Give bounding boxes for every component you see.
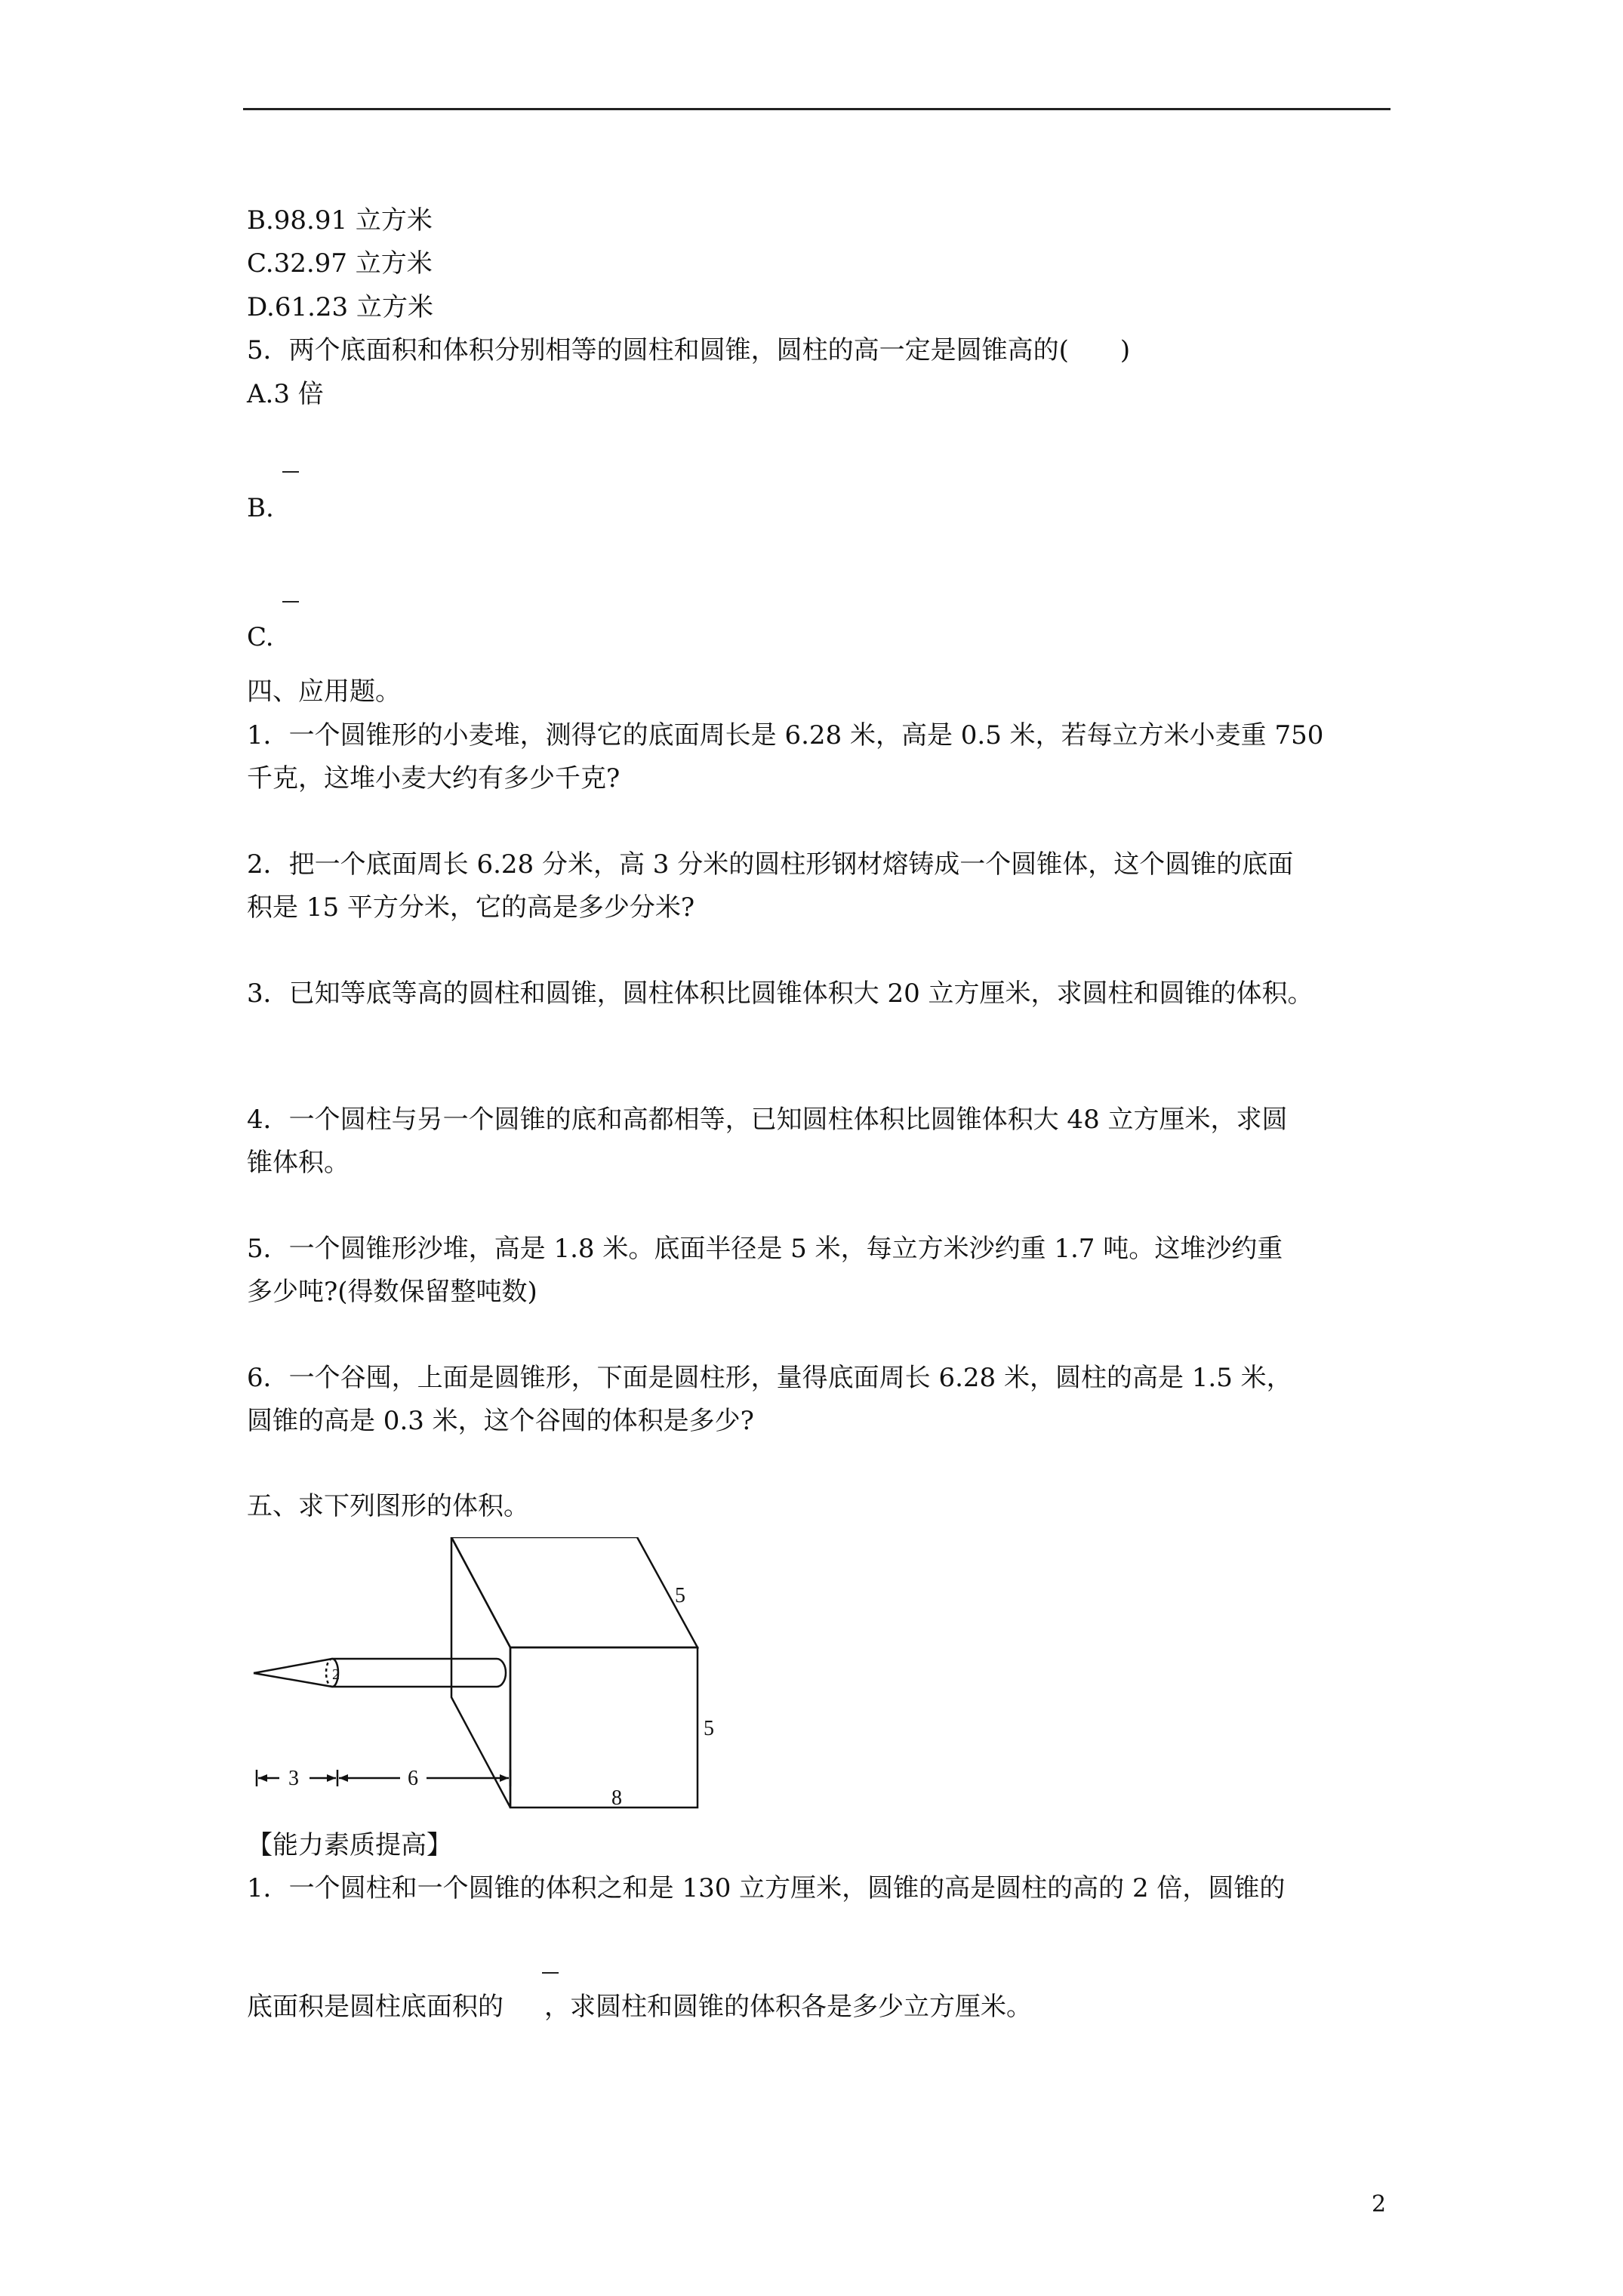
problem-2-line-1: 2．把一个底面周长 6.28 分米，高 3 分米的圆柱形钢材熔铸成一个圆锥体，这个圆锥的底面 xyxy=(247,849,1294,880)
question-5-stem: 5．两个底面积和体积分别相等的圆柱和圆锥，圆柱的高一定是圆锥高的( ) xyxy=(247,335,1131,365)
box-top-face xyxy=(451,1537,698,1647)
box-front-face xyxy=(510,1647,698,1808)
header-rule xyxy=(243,108,1390,110)
composite-solid-figure xyxy=(242,1537,725,1809)
page-number: 2 xyxy=(1372,2191,1387,2217)
ability-line-2-part-a: 底面积是圆柱底面积的 xyxy=(247,1992,504,2022)
problem-4-line-2: 锥体积。 xyxy=(247,1148,350,1178)
fraction-bar-5c xyxy=(282,601,299,603)
cylinder-end-cap xyxy=(497,1659,506,1687)
ability-problem-1-line-2 xyxy=(247,1992,1032,2022)
problem-4-line-1: 4．一个圆柱与另一个圆锥的底和高都相等，已知圆柱体积比圆锥体积大 48 立方厘米，求圆 xyxy=(247,1105,1288,1135)
arrowhead-6-left xyxy=(339,1774,348,1782)
problem-1-line-1: 1．一个圆锥形的小麦堆，测得它的底面周长是 6.28 米，高是 0.5 米，若每立方米小麦重 750 xyxy=(247,720,1324,750)
label-cylinder-length: 6 xyxy=(408,1767,418,1790)
problem-5-line-2: 多少吨?(得数保留整吨数) xyxy=(247,1277,537,1307)
fraction-bar-5b xyxy=(282,471,299,473)
label-diameter: 2 xyxy=(332,1666,340,1683)
ability-title: 【能力素质提高】 xyxy=(247,1830,452,1860)
choice-4c: C.32.97 立方米 xyxy=(247,248,433,279)
arrowhead-3-left xyxy=(258,1774,267,1782)
choice-5a: A.3 倍 xyxy=(247,379,324,409)
ability-problem-1-line-1: 1．一个圆柱和一个圆锥的体积之和是 130 立方厘米，圆锥的高是圆柱的高的 2 倍，圆锥的 xyxy=(247,1873,1286,1903)
fraction-bar-ability xyxy=(542,1972,559,1974)
problem-5-line-1: 5．一个圆锥形沙堆，高是 1.8 米。底面半径是 5 米，每立方米沙约重 1.7 吨。这堆沙约重 xyxy=(247,1234,1283,1264)
choice-5b: B. xyxy=(247,493,274,523)
problem-6-line-2: 圆锥的高是 0.3 米，这个谷囤的体积是多少? xyxy=(247,1406,754,1436)
label-box-width: 8 xyxy=(611,1786,622,1809)
box-side-face xyxy=(451,1537,510,1808)
problem-3-line-1: 3．已知等底等高的圆柱和圆锥，圆柱体积比圆锥体积大 20 立方厘米，求圆柱和圆锥的体积。 xyxy=(247,978,1313,1009)
choice-5c: C. xyxy=(247,622,274,652)
choice-4d: D.61.23 立方米 xyxy=(247,292,433,322)
problem-1-line-2: 千克，这堆小麦大约有多少千克? xyxy=(247,763,621,794)
label-box-depth: 5 xyxy=(675,1584,685,1607)
cone-upper-edge xyxy=(254,1659,332,1673)
label-box-height: 5 xyxy=(704,1717,714,1740)
ability-line-2-part-b: ，求圆柱和圆锥的体积各是多少立方厘米。 xyxy=(544,1992,1032,2022)
section-4-title: 四、应用题。 xyxy=(247,676,401,707)
choice-4b: B.98.91 立方米 xyxy=(247,205,433,236)
cone-base-hidden-arc xyxy=(326,1659,332,1687)
cone-lower-edge xyxy=(254,1673,332,1687)
problem-6-line-1: 6．一个谷囤，上面是圆锥形，下面是圆柱形，量得底面周长 6.28 米，圆柱的高是 1.5 米， xyxy=(247,1363,1292,1393)
section-5-title: 五、求下列图形的体积。 xyxy=(247,1491,529,1521)
label-cone-length: 3 xyxy=(288,1767,299,1790)
arrowhead-6-right xyxy=(500,1774,509,1782)
problem-2-line-2: 积是 15 平方分米，它的高是多少分米? xyxy=(247,892,695,923)
arrowhead-3-right xyxy=(327,1774,336,1782)
